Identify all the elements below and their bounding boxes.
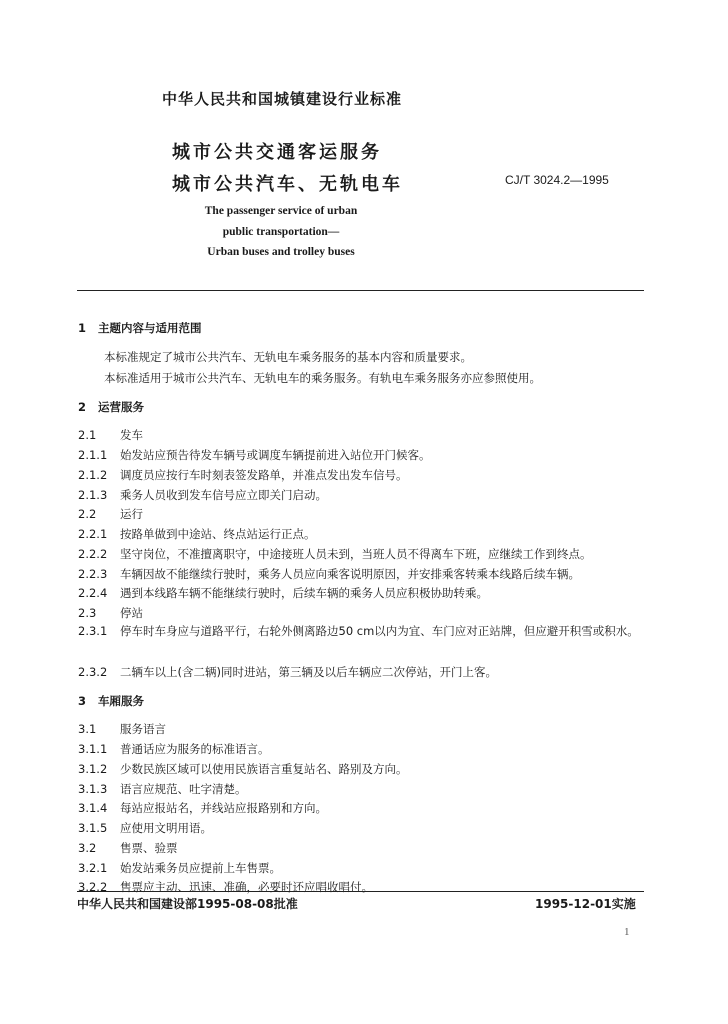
clause-text: 服务语言: [120, 722, 166, 736]
clause-number: 2.2.2: [78, 547, 108, 561]
clause-number: 2.1: [78, 428, 97, 442]
clause: [78, 721, 166, 737]
page-number: 1: [624, 926, 630, 938]
english-title-line: The passenger service of urban: [204, 205, 358, 217]
section-title: 车厢服务: [98, 694, 144, 708]
clause-number: 2.2.1: [78, 527, 108, 541]
section-heading: [78, 399, 144, 415]
clause-text: 普通话应为服务的标准语言。: [120, 742, 270, 756]
section-number: 2: [78, 400, 87, 414]
clause-text: 车辆因故不能继续行驶时，乘务人员应向乘客说明原因，并安排乘客转乘本线路后续车辆。: [120, 567, 580, 581]
clause-number: 3.1.4: [78, 801, 108, 815]
clause: [78, 879, 373, 895]
clause-text: 停站: [120, 606, 143, 620]
clause-text: 应使用文明用语。: [120, 821, 212, 835]
clause-number: 2.3: [78, 606, 97, 620]
clause: [78, 487, 327, 503]
clause-text: 坚守岗位，不准擅离职守，中途接班人员未到，当班人员不得离车下班，应继续工作到终点。: [120, 547, 592, 561]
clause-number: 3.1.5: [78, 821, 108, 835]
clause-text: 始发站应预告待发车辆号或调度车辆提前进入站位开门候客。: [120, 448, 431, 462]
clause: [78, 467, 408, 483]
clause-text: 少数民族区域可以使用民族语言重复站名、路别及方向。: [120, 762, 408, 776]
clause: [78, 741, 270, 757]
clause-number: 3.2.2: [78, 880, 108, 894]
clause-text: 售票应主动、迅速、准确，必要时还应唱收唱付。: [120, 880, 373, 894]
clause: [78, 761, 408, 777]
clause-text: 遇到本线路车辆不能继续行驶时，后续车辆的乘务人员应积极协助转乘。: [120, 586, 488, 600]
clause: [78, 566, 580, 582]
clause-text: 售票、验票: [120, 841, 178, 855]
clause: [78, 427, 143, 443]
clause: [78, 800, 327, 816]
clause-number: 3.1.3: [78, 782, 108, 796]
clause-number: 2.1.1: [78, 448, 108, 462]
clause: [78, 860, 281, 876]
clause-number: 3.1.1: [78, 742, 108, 756]
clause-text: 停车时车身应与道路平行，右轮外侧离路边50 cm以内为宜、车门应对正站牌，但应避开积雪或积水。: [120, 624, 639, 638]
english-title-line: public transportation—: [222, 226, 340, 238]
title-line-1: 城市公共交通客运服务: [172, 142, 382, 163]
paragraph: 本标准规定了城市公共汽车、无轨电车乘务服务的基本内容和质量要求。: [104, 350, 472, 364]
clause: [78, 621, 653, 641]
clause-text: 发车: [120, 428, 143, 442]
clause: [78, 546, 592, 562]
clause-text: 按路单做到中途站、终点站运行正点。: [120, 527, 316, 541]
clause-number: 2.1.2: [78, 468, 108, 482]
section-number: 3: [78, 694, 87, 708]
section-heading: [78, 320, 202, 336]
clause-number: 2.2: [78, 507, 97, 521]
title-line-2: 城市公共汽车、无轨电车: [172, 174, 403, 195]
clause: [78, 506, 143, 522]
clause-number: 2.3.2: [78, 665, 108, 679]
clause-text: 二辆车以上(含二辆)同时进站，第三辆及以后车辆应二次停站，开门上客。: [120, 665, 497, 679]
section-number: 1: [78, 321, 87, 335]
clause-text: 调度员应按行车时刻表签发路单，并准点发出发车信号。: [120, 468, 408, 482]
clause-text: 每站应报站名，并线站应报路别和方向。: [120, 801, 327, 815]
clause-text: 始发站乘务员应提前上车售票。: [120, 861, 281, 875]
footer-divider: [77, 891, 644, 892]
clause-number: 2.2.3: [78, 567, 108, 581]
clause-number: 3.2: [78, 841, 97, 855]
clause: [78, 781, 247, 797]
section-title: 运营服务: [98, 400, 144, 414]
clause: [78, 664, 497, 680]
clause: [78, 605, 143, 621]
section-heading: [78, 693, 144, 709]
clause-text: 乘务人员收到发车信号应立即关门启动。: [120, 488, 327, 502]
standard-code: CJ/T 3024.2—1995: [505, 173, 609, 187]
clause-number: 3.2.1: [78, 861, 108, 875]
section-title: 主题内容与适用范围: [98, 321, 202, 335]
clause: [78, 585, 488, 601]
clause-text: 运行: [120, 507, 143, 521]
english-title-line: Urban buses and trolley buses: [207, 246, 355, 258]
clause: [78, 820, 212, 836]
approval-statement: 中华人民共和国建设部1995-08-08批准: [77, 897, 298, 911]
clause: [78, 840, 178, 856]
clause-number: 3.1: [78, 722, 97, 736]
paragraph: 本标准适用于城市公共汽车、无轨电车的乘务服务。有轨电车乘务服务亦应参照使用。: [104, 371, 541, 385]
implementation-date: 1995-12-01实施: [535, 897, 636, 911]
clause-number: 2.1.3: [78, 488, 108, 502]
clause: [78, 526, 316, 542]
clause-text: 语言应规范、吐字清楚。: [120, 782, 247, 796]
header-divider: [77, 290, 644, 291]
clause: [78, 447, 431, 463]
clause-number: 2.3.1: [78, 624, 108, 638]
issuing-organization: 中华人民共和国城镇建设行业标准: [162, 90, 403, 108]
clause-number: 3.1.2: [78, 762, 108, 776]
clause-number: 2.2.4: [78, 586, 108, 600]
